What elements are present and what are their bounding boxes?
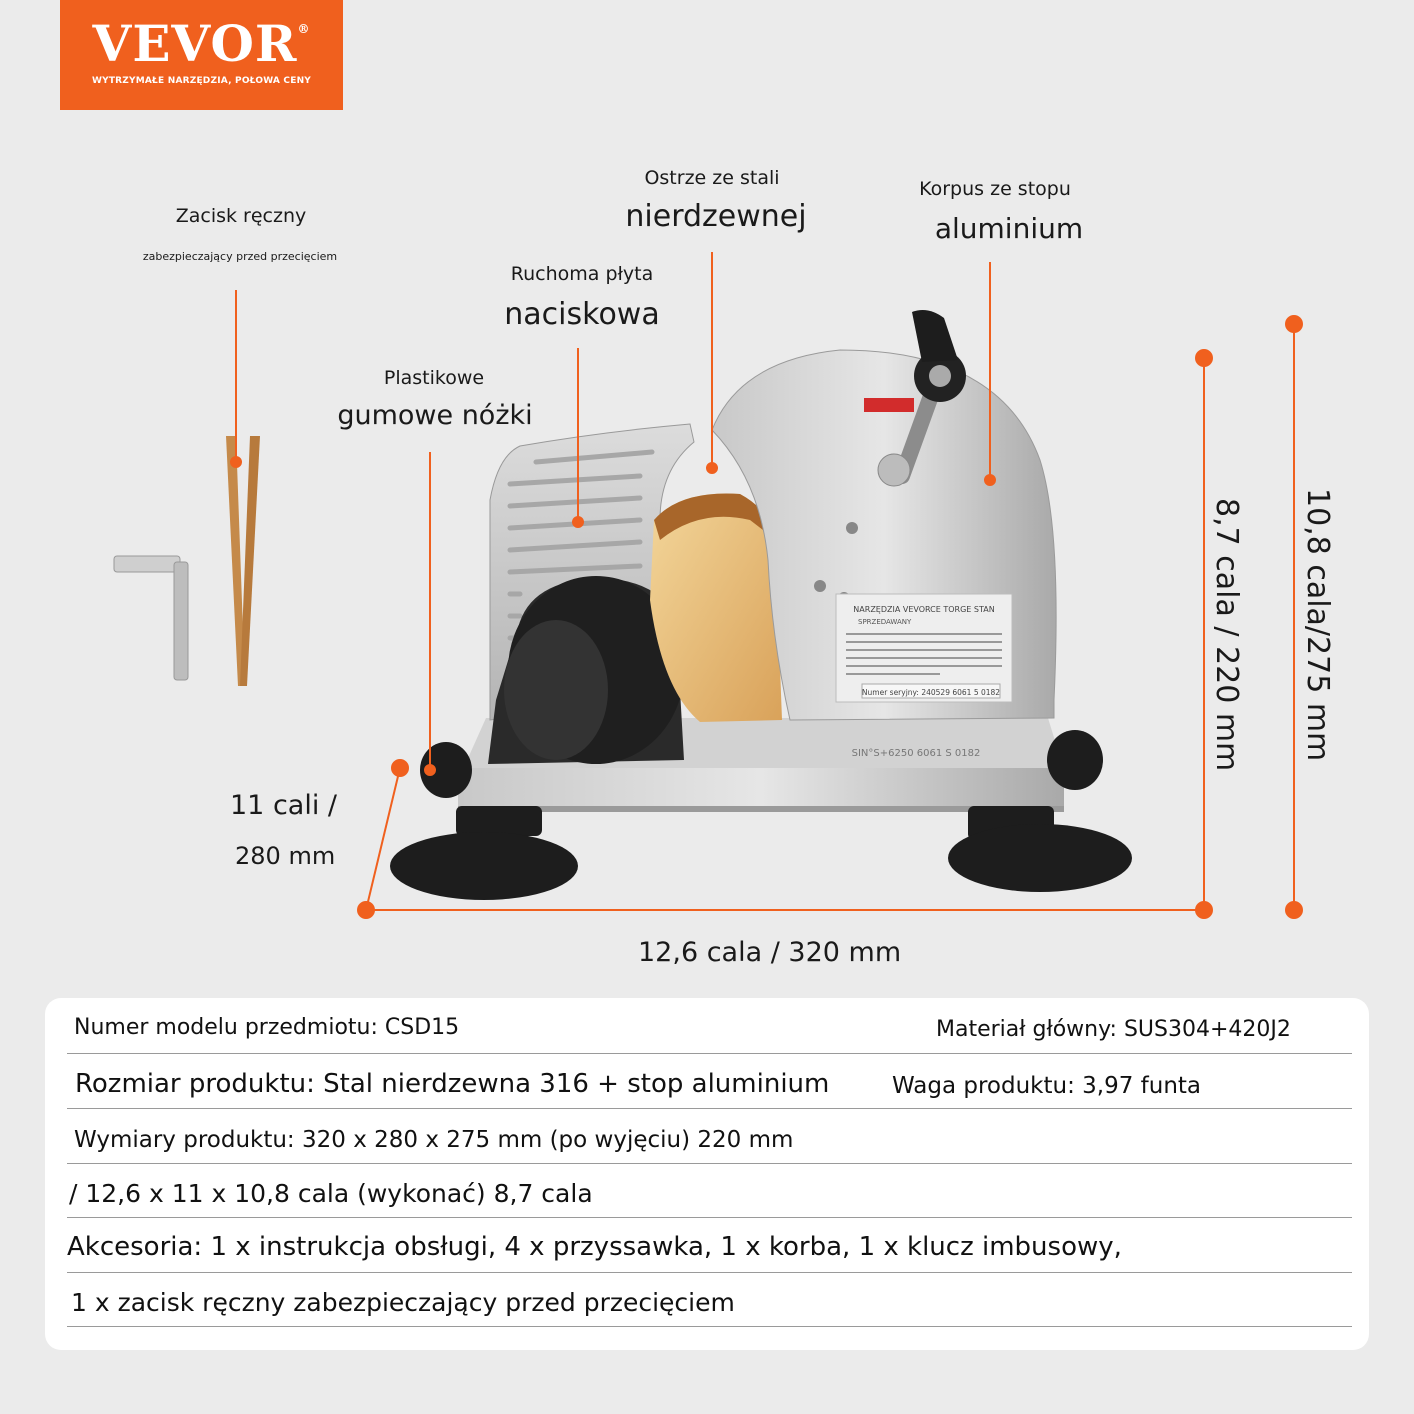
callout-pusher-plate-subtitle: naciskowa <box>504 297 660 332</box>
specifications-panel <box>45 998 1369 1350</box>
spec-divider <box>67 1272 1352 1273</box>
spec-divider <box>67 1053 1352 1054</box>
callout-pusher-plate-title: Ruchoma płyta <box>510 263 654 285</box>
dimension-depth-line2: 280 mm <box>235 842 336 870</box>
spec-size: Rozmiar produktu: Stal nierdzewna 316 + stop aluminium <box>75 1069 830 1099</box>
dimension-height-full: 10,8 cala/275 mm <box>1300 488 1335 762</box>
spec-divider <box>67 1217 1352 1218</box>
spec-material: Materiał główny: SUS304+420J2 <box>936 1017 1291 1042</box>
spec-dimensions-line1: Wymiary produktu: 320 x 280 x 275 mm (po wyjęciu) 220 mm <box>74 1127 794 1153</box>
spec-divider <box>67 1326 1352 1327</box>
spec-accessories-line2: 1 x zacisk ręczny zabezpieczający przed przecięciem <box>71 1288 735 1317</box>
callout-hand-guard-title: Zacisk ręczny <box>175 205 307 227</box>
spec-divider <box>67 1108 1352 1109</box>
dimension-width: 12,6 cala / 320 mm <box>638 937 902 968</box>
spec-weight: Waga produktu: 3,97 funta <box>892 1073 1202 1099</box>
brand-name: VEVOR <box>92 14 298 73</box>
product-label-subtitle: SPRZEDAWANY <box>858 618 912 626</box>
spec-accessories-line1: Akcesoria: 1 x instrukcja obsługi, 4 x przyssawka, 1 x korba, 1 x klucz imbusowy, <box>67 1232 1122 1262</box>
allen-key <box>114 556 188 680</box>
product-label-serial: Numer seryjny: 240529 6061 5 0182 <box>861 688 1001 697</box>
callout-body-title: Korpus ze stopu <box>919 178 1071 200</box>
label-reflection: SIN°S+6250 6061 S 0182 <box>851 748 981 759</box>
spec-divider <box>67 1163 1352 1164</box>
spec-dimensions-line2: / 12,6 x 11 x 10,8 cala (wykonać) 8,7 cala <box>69 1179 593 1208</box>
product-label-title: NARZĘDZIA VEVORCE TORGE STAN <box>853 605 995 614</box>
callout-blade-title: Ostrze ze stali <box>644 167 780 189</box>
brand-tagline: WYTRZYMAŁE NARZĘDZIA, POŁOWA CENY <box>91 76 312 86</box>
callout-hand-guard-subtitle: zabezpieczający przed przecięciem <box>142 250 338 263</box>
callout-feet-title: Plastikowe <box>383 367 485 389</box>
hand-guard-tongs <box>226 436 260 686</box>
callout-feet-subtitle: gumowe nóżki <box>337 400 533 431</box>
dimension-height-folded: 8,7 cala / 220 mm <box>1209 498 1244 772</box>
callout-blade-subtitle: nierdzewnej <box>625 199 807 234</box>
dimension-depth-line1: 11 cali / <box>230 790 338 821</box>
callout-body-subtitle: aluminium <box>934 212 1084 245</box>
spec-model: Numer modelu przedmiotu: CSD15 <box>74 1015 460 1040</box>
registered-mark: ® <box>297 22 311 36</box>
